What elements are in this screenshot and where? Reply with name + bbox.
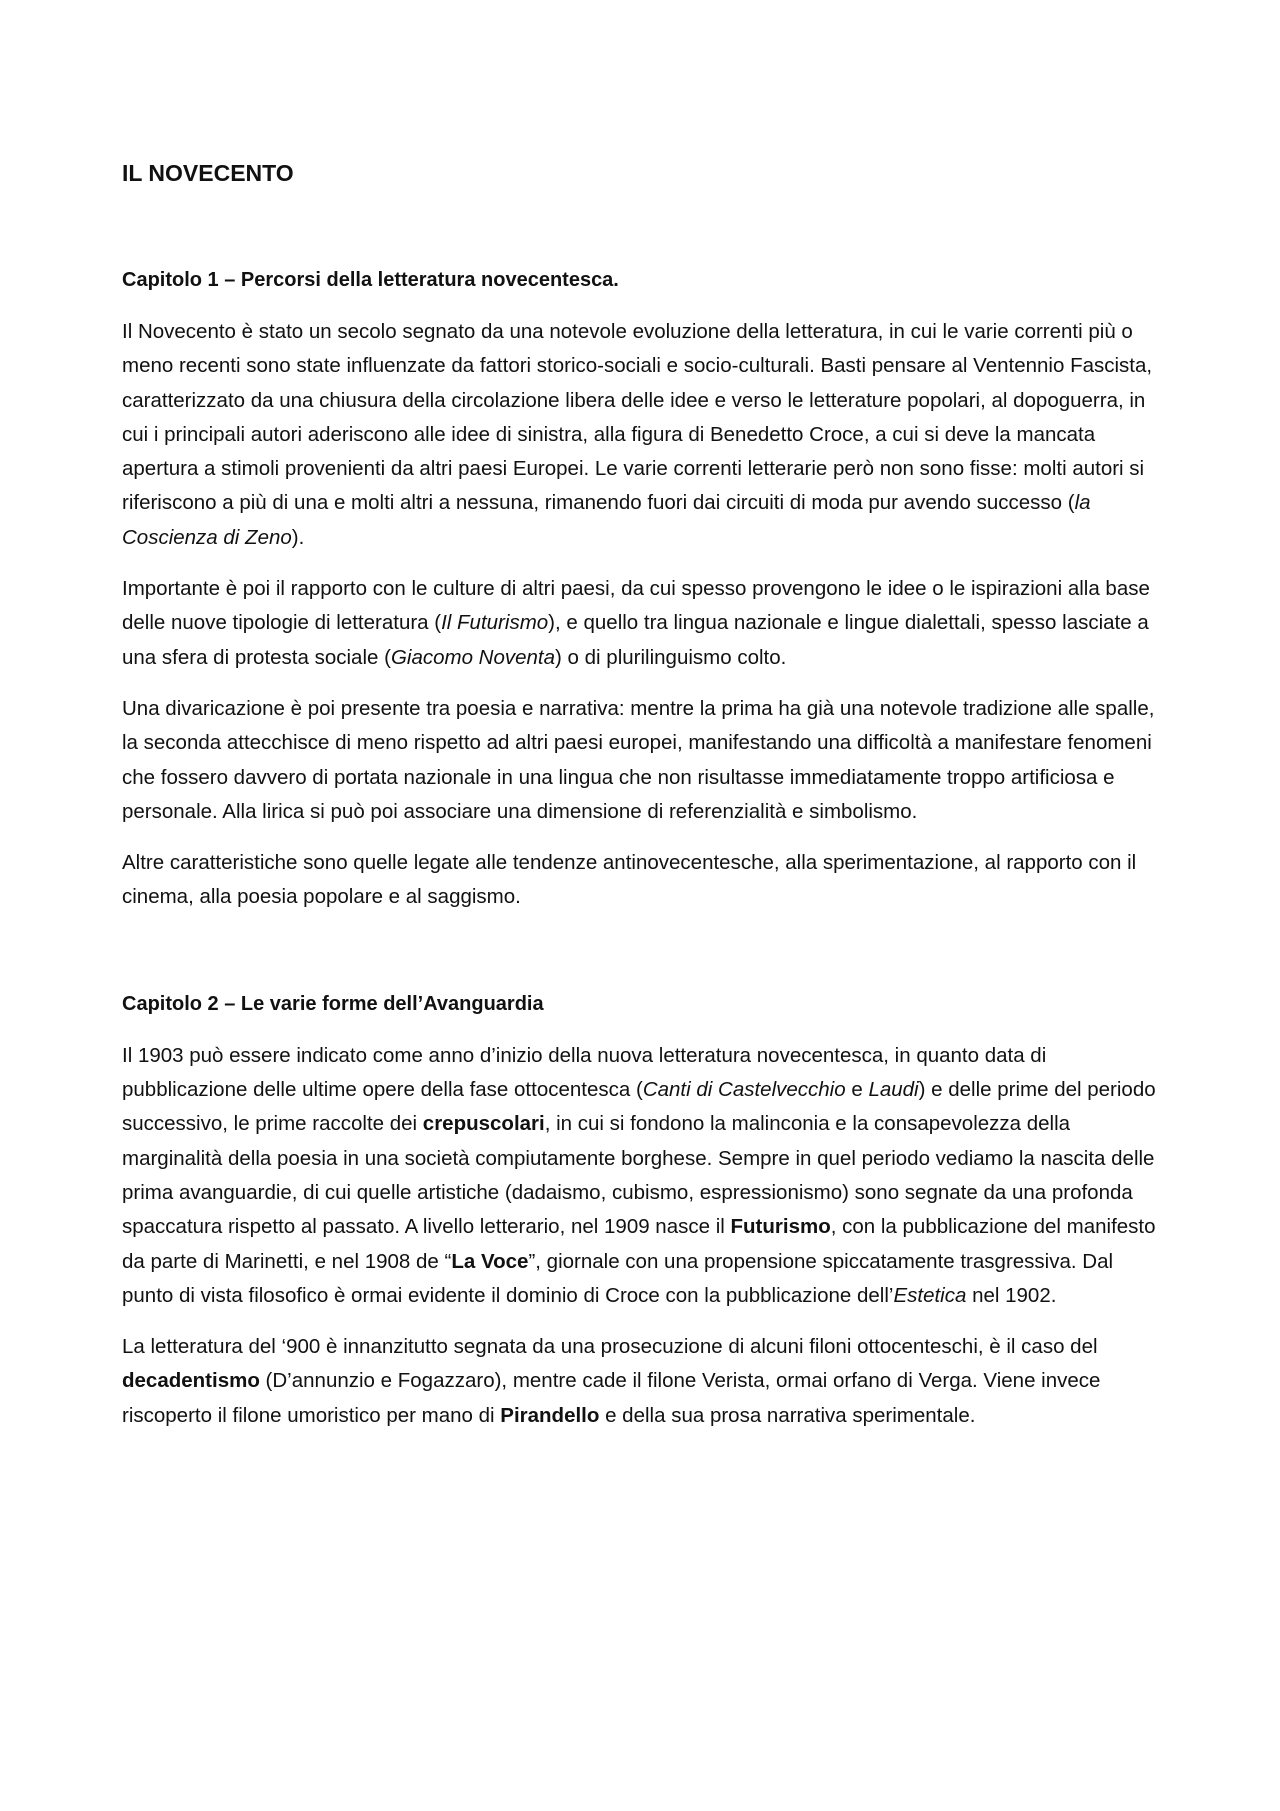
italic-run: la Coscienza di Zeno xyxy=(122,491,1091,549)
bold-run: Pirandello xyxy=(500,1403,600,1427)
italic-run: Laudi xyxy=(868,1078,919,1102)
text-run: ) e delle prime del periodo successivo, le prime raccolte dei xyxy=(122,1078,1156,1136)
text-run: e xyxy=(845,1078,869,1102)
document-title: IL NOVECENTO xyxy=(122,160,294,186)
bold-run: decadentismo xyxy=(122,1369,260,1393)
text-run: ) o di plurilinguismo colto. xyxy=(555,645,787,669)
text-run: ), e quello tra lingua nazionale e lingue dialettali, spesso lasciate a una sfera di protesta sociale ( xyxy=(122,611,1149,669)
italic-run: Giacomo Noventa xyxy=(390,645,556,669)
italic-run: Canti di Castelvecchio xyxy=(642,1078,846,1102)
bold-run: Futurismo xyxy=(730,1215,831,1239)
text-run: , in cui si fondono la malinconia e la consapevolezza della marginalità della poesia in una società compiutamente borghese. Sempre in quel periodo vediamo la nascita delle prima avanguardie, di cui quelle artistiche (dadaismo, cubismo, espressionismo) sono segnate da una profonda spaccatura rispetto al passato. A livello letterario, nel 1909 nasce il xyxy=(122,1112,1155,1239)
chapter-1-paragraph-1 xyxy=(122,315,1160,555)
bold-run: crepuscolari xyxy=(422,1112,545,1136)
text-run: (D’annunzio e Fogazzaro), mentre cade il filone Verista, ormai orfano di Verga. Viene invece riscoperto il filone umoristico per mano di xyxy=(122,1369,1101,1427)
chapter-1-paragraph-4 xyxy=(122,846,1160,915)
text-run: ). xyxy=(291,525,305,549)
text-run: ”, giornale con una propensione spiccatamente trasgressiva. Dal punto di vista filosofico è ormai evidente il dominio di Croce con la pubblicazione dell’ xyxy=(122,1249,1114,1307)
chapter-1-paragraph-2 xyxy=(122,572,1160,675)
italic-run: Estetica xyxy=(893,1283,967,1307)
chapter-2-heading: Capitolo 2 – Le varie forme dell’Avanguardia xyxy=(122,992,544,1015)
text-run: e della sua prosa narrativa sperimentale. xyxy=(599,1403,976,1427)
chapter-2-paragraph-2 xyxy=(122,1330,1160,1433)
text-run: Una divaricazione è poi presente tra poesia e narrativa: mentre la prima ha già una notevole tradizione alle spalle, la seconda attecchisce di meno rispetto ad altri paesi europei, manifestando una difficoltà a manifestare fenomeni che fossero davvero di portata nazionale in una lingua che non risultasse immediatamente troppo artificiosa e personale. Alla lirica si può poi associare una dimensione di referenzialità e simbolismo. xyxy=(122,696,1155,823)
text-run: , con la pubblicazione del manifesto da parte di Marinetti, e nel 1908 de “ xyxy=(122,1215,1156,1273)
bold-run: La Voce xyxy=(451,1249,529,1273)
text-run: Il 1903 può essere indicato come anno d’inizio della nuova letteratura novecentesca, in quanto data di pubblicazione delle ultime opere della fase ottocentesca ( xyxy=(122,1043,1047,1102)
italic-run: Il Futurismo xyxy=(441,611,549,635)
text-run: Altre caratteristiche sono quelle legate alle tendenze antinovecentesche, alla sperimentazione, al rapporto con il cinema, alla poesia popolare e al saggismo. xyxy=(122,851,1137,909)
chapter-2-paragraph-1 xyxy=(122,1039,1160,1313)
text-run: La letteratura del ‘900 è innanzitutto segnata da una prosecuzione di alcuni filoni ottocenteschi, è il caso del xyxy=(122,1335,1098,1359)
text-run: Importante è poi il rapporto con le culture di altri paesi, da cui spesso provengono le idee o le ispirazioni alla base delle nuove tipologie di letteratura ( xyxy=(122,577,1150,635)
chapter-1-paragraph-3 xyxy=(122,692,1160,829)
text-run: Il Novecento è stato un secolo segnato da una notevole evoluzione della letteratura, in cui le varie correnti più o meno recenti sono state influenzate da fattori storico-sociali e socio-culturali. Basti pensare al Ventennio Fascista, caratterizzato da una chiusura della circolazione libera delle idee e verso le letterature popolari, al dopoguerra, in cui i principali autori aderiscono alle idee di sinistra, alla figura di Benedetto Croce, a cui si deve la mancata apertura a stimoli provenienti da altri paesi Europei. Le varie correnti letterarie però non sono fisse: molti autori si riferiscono a più di una e molti altri a nessuna, rimanendo fuori dai circuiti di moda pur avendo successo ( xyxy=(122,320,1153,515)
chapter-1-heading: Capitolo 1 – Percorsi della letteratura novecentesca. xyxy=(122,269,619,291)
text-run: nel 1902. xyxy=(966,1283,1057,1307)
